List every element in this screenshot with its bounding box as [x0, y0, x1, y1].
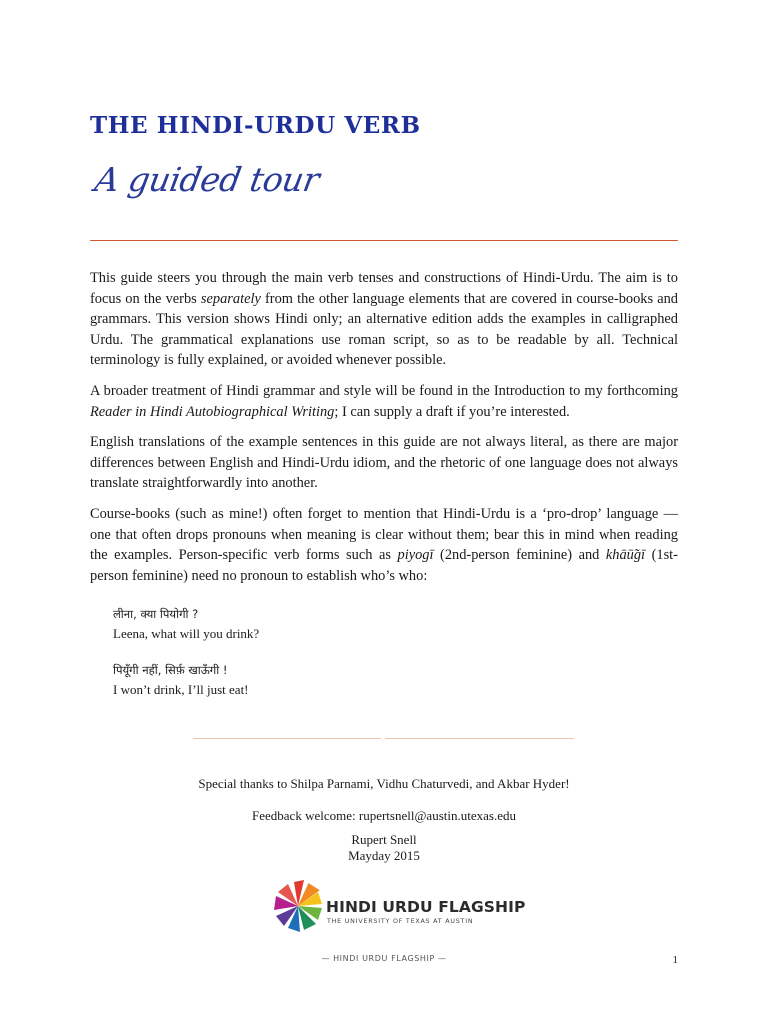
page-number: 1 [672, 954, 678, 966]
example-sentences [113, 604, 513, 716]
emphasis-text: khāū̃gī [605, 547, 646, 564]
paragraph-text: (2nd-person feminine) and [433, 547, 606, 564]
acknowledgements: Special thanks to Shilpa Parnami, Vidhu Chaturvedi, and Akbar Hyder! [198, 776, 570, 791]
emphasis-text: separately [200, 290, 261, 307]
example-english: I won’t drink, I’ll just eat! [113, 682, 249, 697]
flower-icon [272, 878, 324, 934]
section-divider-right [385, 738, 574, 739]
example-hindi: पियूँगी नहीं, सिर्फ़ खाऊँगी ! [113, 663, 228, 677]
paragraph-text: A broader treatment of Hindi grammar and style will be found in the Introduction to my forthcoming [90, 382, 678, 399]
emphasis-text: piyogī [397, 547, 434, 564]
book-title: Reader in Hindi Autobiographical Writing [90, 403, 335, 420]
example-item [113, 660, 513, 700]
closing-block [90, 776, 678, 864]
example-hindi: लीना, क्या पियोगी ? [113, 607, 199, 621]
paragraph-translations: English translations of the example sentences in this guide are not always literal, as there are major differences between English and Hindi-Urdu idiom, and the rhetoric of one language does not always translate straightforwardly into another. [90, 434, 678, 492]
example-item [113, 604, 513, 644]
section-divider-left [193, 738, 381, 739]
paragraph-text: Course-books (such as mine!) often forget to mention that Hindi-Urdu is a ‘pro-drop’ language — one that often drops pronouns when meaning is clear without them; bear this in mind when reading the examples. Person-specific verb forms such as [90, 505, 678, 564]
page-footer: — HINDI URDU FLAGSHIP — [321, 954, 447, 963]
paragraph-text: ; I can supply a draft if you’re interested. [334, 403, 570, 420]
paragraph-text: from the other language elements that are covered in course-books and grammars. This version shows Hindi only; an alternative edition adds the examples in calligraphed Urdu. The grammatical explanations use roman script, so as to be readable by all. Technical terminology is fully explained, or avoided whenever possible. [90, 290, 678, 369]
logo-name: HINDI URDU FLAGSHIP [326, 898, 526, 916]
publication-date: Mayday 2015 [348, 848, 420, 863]
example-english: Leena, what will you drink? [113, 626, 260, 641]
document-title: THE HINDI-URDU VERB [90, 112, 421, 139]
flagship-logo [272, 878, 526, 934]
body-text [90, 268, 678, 596]
author-name: Rupert Snell [351, 832, 417, 847]
paragraph-intro [90, 268, 678, 371]
paragraph-text: (1st-person feminine) need no pronoun to establish who’s who: [90, 547, 678, 584]
title-divider [90, 240, 678, 241]
document-subtitle: A guided tour [92, 160, 323, 199]
paragraph-text: This guide steers you through the main verb tenses and constructions of Hindi-Urdu. The aim is to focus on the verbs [90, 270, 678, 307]
feedback-line: Feedback welcome: rupertsnell@austin.utexas.edu [252, 808, 516, 823]
logo-subtitle: THE UNIVERSITY OF TEXAS AT AUSTIN [327, 918, 474, 925]
paragraph-broader [90, 381, 678, 422]
paragraph-pro-drop [90, 504, 678, 586]
